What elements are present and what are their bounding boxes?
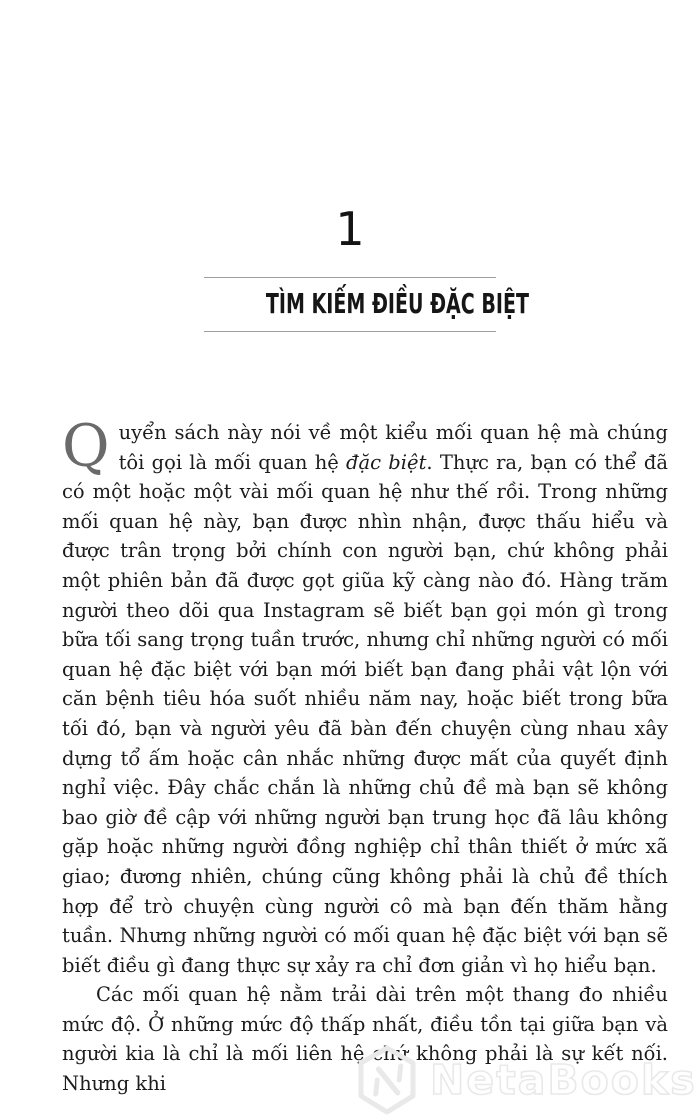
chapter-title: [204, 286, 529, 322]
chapter-number: 1: [335, 202, 365, 256]
drop-cap: Q: [62, 412, 110, 480]
paragraph: Quyển sách này nói về một kiểu mối quan hệ mà chúng tôi gọi là mối quan hệ đặc biệt. Thực ra, bạn có thể đã có một hoặc một vài mối quan hệ như thế rồi. Trong những mối quan hệ này, bạn được nhìn nhận, được thấu hiểu và được trân trọng bởi chính con người bạn, chứ không phải một phiên bản đã được gọt giũa kỹ càng nào đó. Hàng trăm người theo dõi qua Instagram sẽ biết bạn gọi món gì trong bữa tối sang trọng tuần trước, nhưng chỉ những người có mối quan hệ đặc biệt với bạn mới biết bạn đang phải vật lộn với căn bệnh tiêu hóa suốt nhiều năm nay, hoặc biết trong bữa tối đó, bạn và người yêu đã bàn đến chuyện cùng nhau xây dựng tổ ấm hoặc cân nhắc những được mất của quyết định nghỉ việc. Đây chắc chắn là những chủ đề mà bạn sẽ không bao giờ đề cập với những người bạn trung học đã lâu không gặp hoặc những người đồng nghiệp chỉ thân thiết ở mức xã giao; đương nhiên, chúng cũng không phải là chủ đề thích hợp để trò chuyện cùng người cô mà bạn đến thăm hằng tuần. Nhưng những người có mối quan hệ đặc biệt với bạn sẽ biết điều gì đang thực sự xảy ra chỉ đơn giản vì họ hiểu bạn.: [62, 412, 668, 977]
watermark-brand: NetaBooks: [430, 1056, 697, 1104]
title-rule-bottom: [204, 331, 496, 332]
chapter-title-text: TÌM KIẾM ĐIỀU ĐẶC BIỆT: [265, 287, 529, 320]
body-text: [62, 412, 668, 1099]
chapter-title-block: [204, 277, 529, 332]
title-rule-top: [204, 277, 496, 278]
paragraph: Các mối quan hệ nằm trải dài trên một thang đo nhiều mức độ. Ở những mức độ thấp nhất, điều tồn tại giữa bạn và người kia là chỉ là mối liên hệ chứ không phải là sự kết nối. Nhưng khi: [62, 983, 668, 1096]
